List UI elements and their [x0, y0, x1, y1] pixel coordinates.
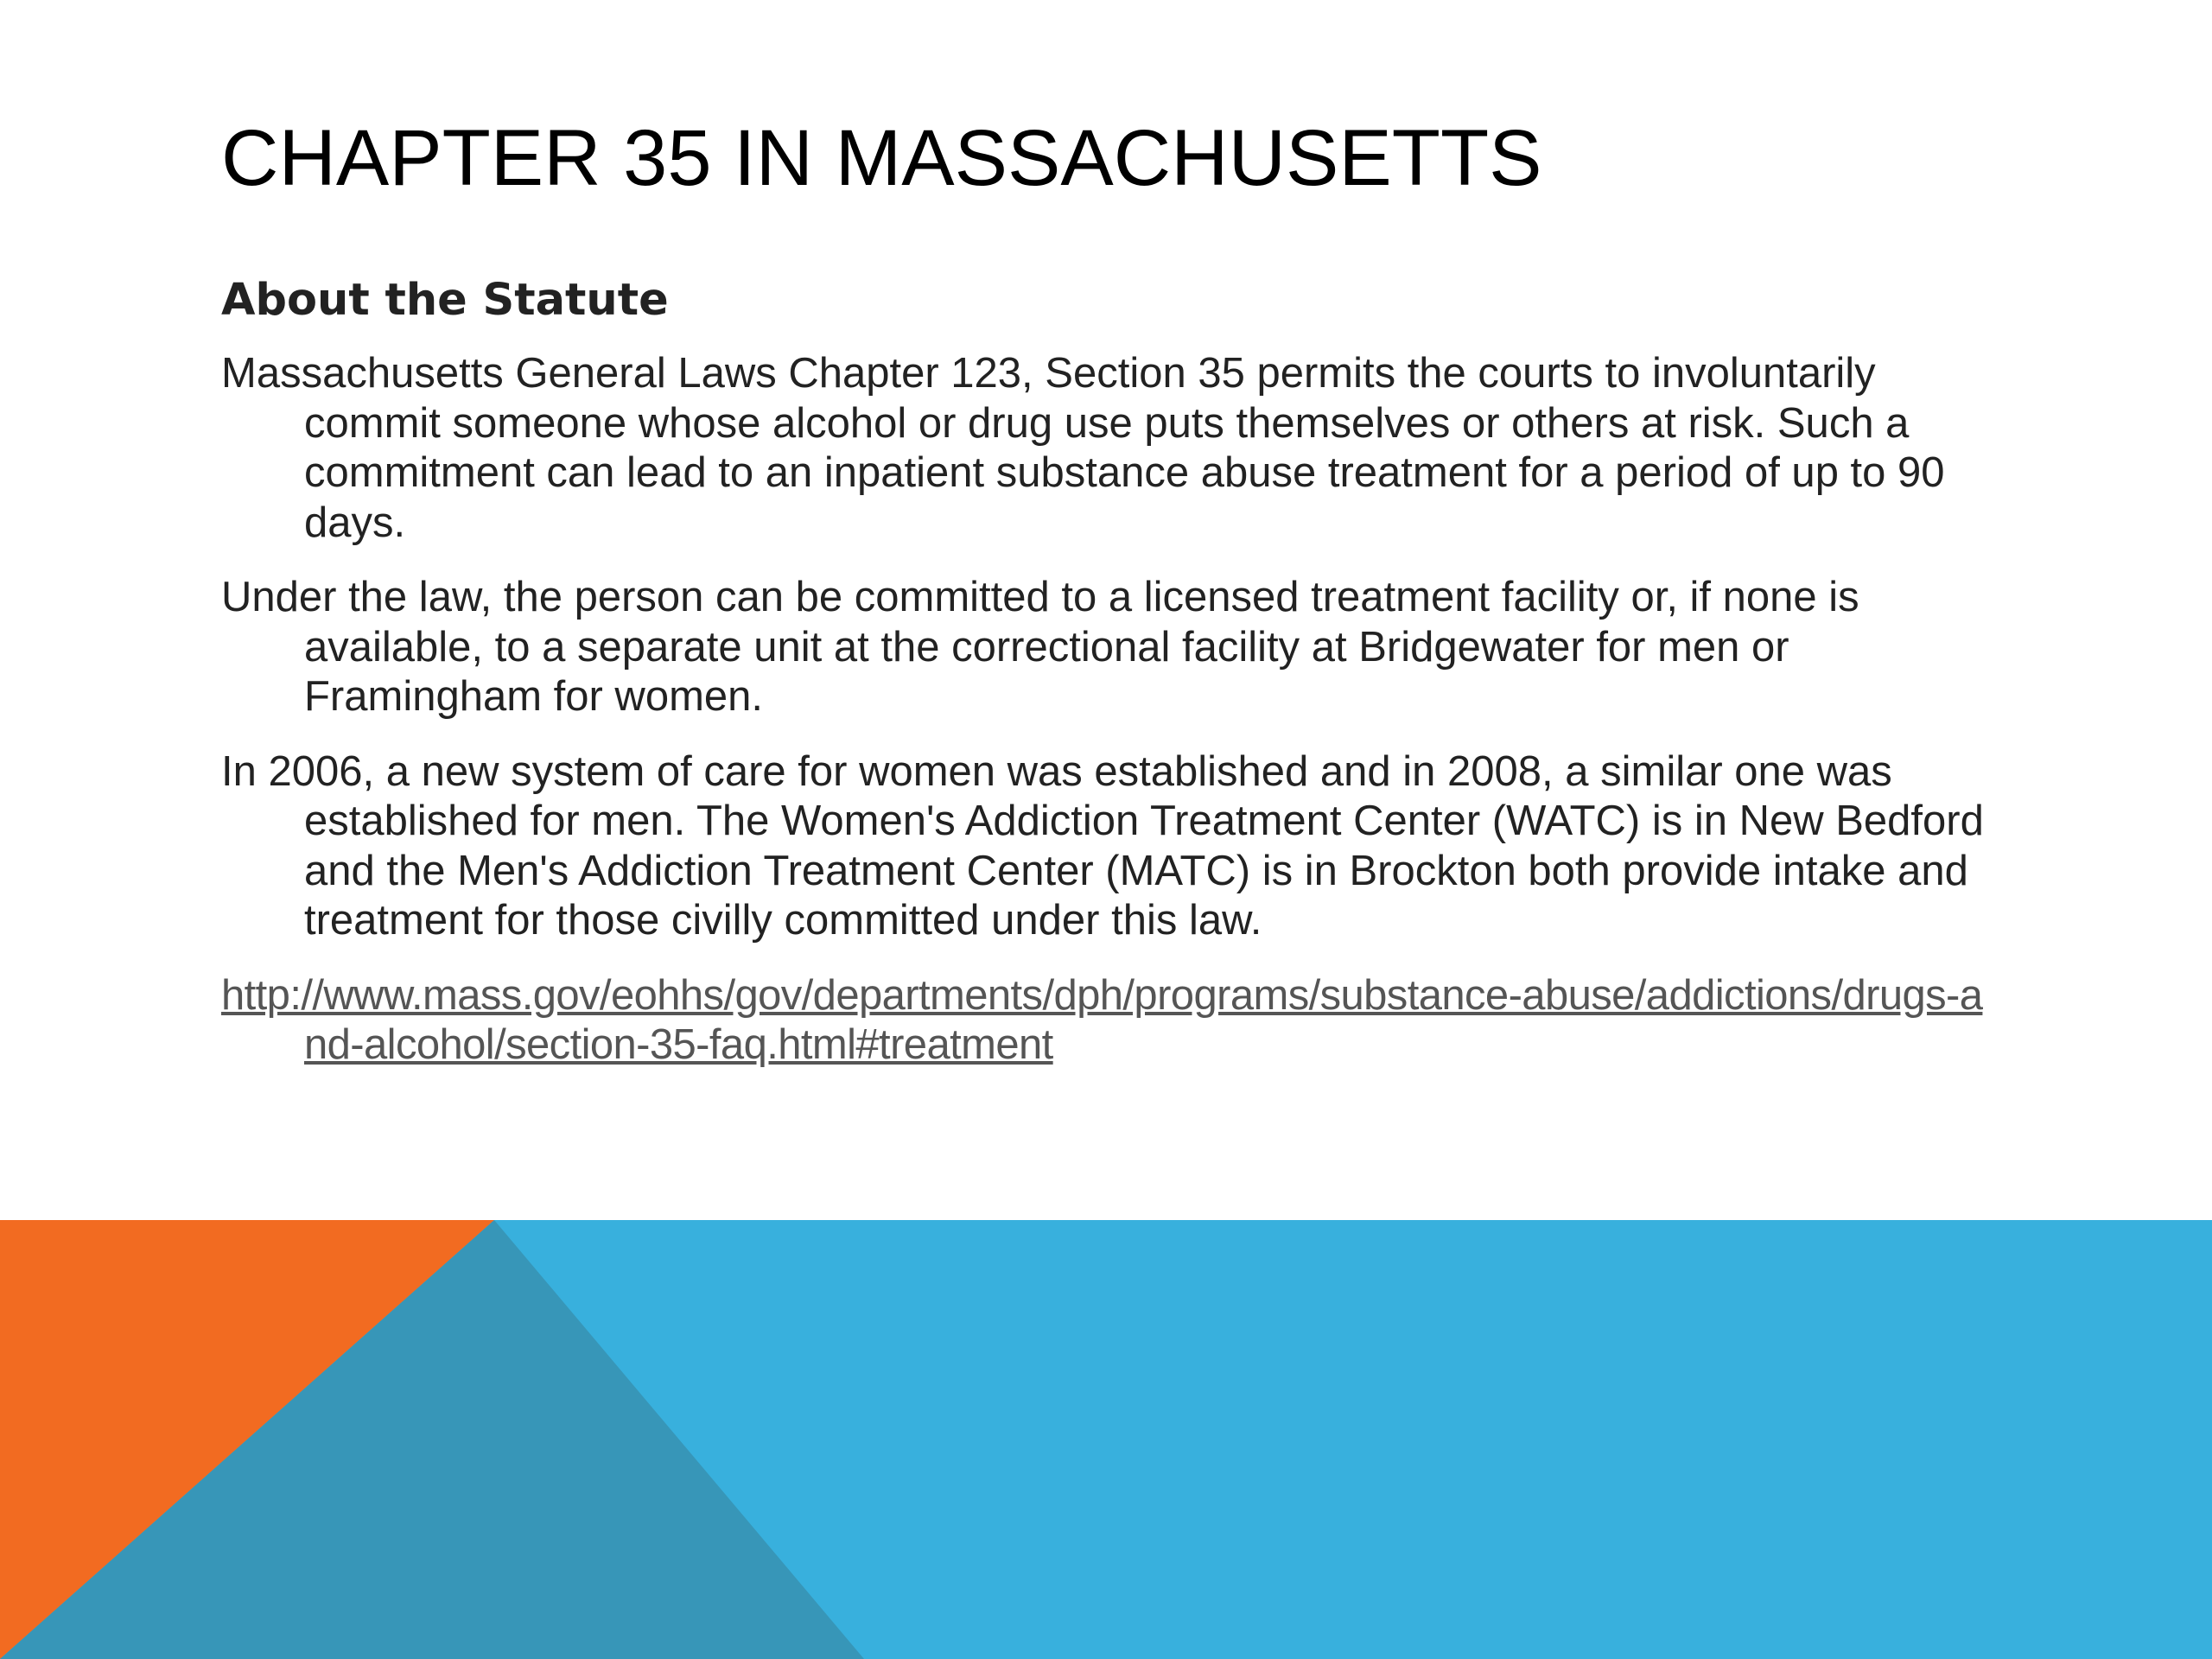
paragraph-facilities: Under the law, the person can be committed to a licensed treatment facility or, if none is available, to a separate unit at the correctional facility at Bridgewater for men or Framingham for women. — [221, 574, 1859, 720]
slide-body — [221, 270, 2001, 1071]
paragraph-statute: Massachusetts General Laws Chapter 123, Section 35 permits the courts to involuntarily commit someone whose alcohol or drug use puts themselves or others at risk. Such a commitment can lead to an inpatient substance abuse treatment for a period of up to 90 days. — [221, 350, 1945, 546]
slide-title: CHAPTER 35 IN MASSACHUSETTS — [221, 114, 1542, 202]
paragraph-treatment-centers: In 2006, a new system of care for women was established and in 2008, a similar one was established for men. The Women's Addiction Treatment Center (WATC) is in New Bedford and the Men's Addiction Treatment Center (MATC) is in Brockton both provide intake and treatment for those civilly committed under this law. — [221, 747, 1984, 944]
decorative-banner — [0, 1220, 2212, 1659]
subheading: About the Statute — [221, 275, 669, 326]
source-link[interactable]: http://www.mass.gov/eohhs/gov/departments/dph/programs/substance-abuse/addictions/drugs-and-alcohol/section-35-faq.html#treatment — [221, 971, 1983, 1068]
